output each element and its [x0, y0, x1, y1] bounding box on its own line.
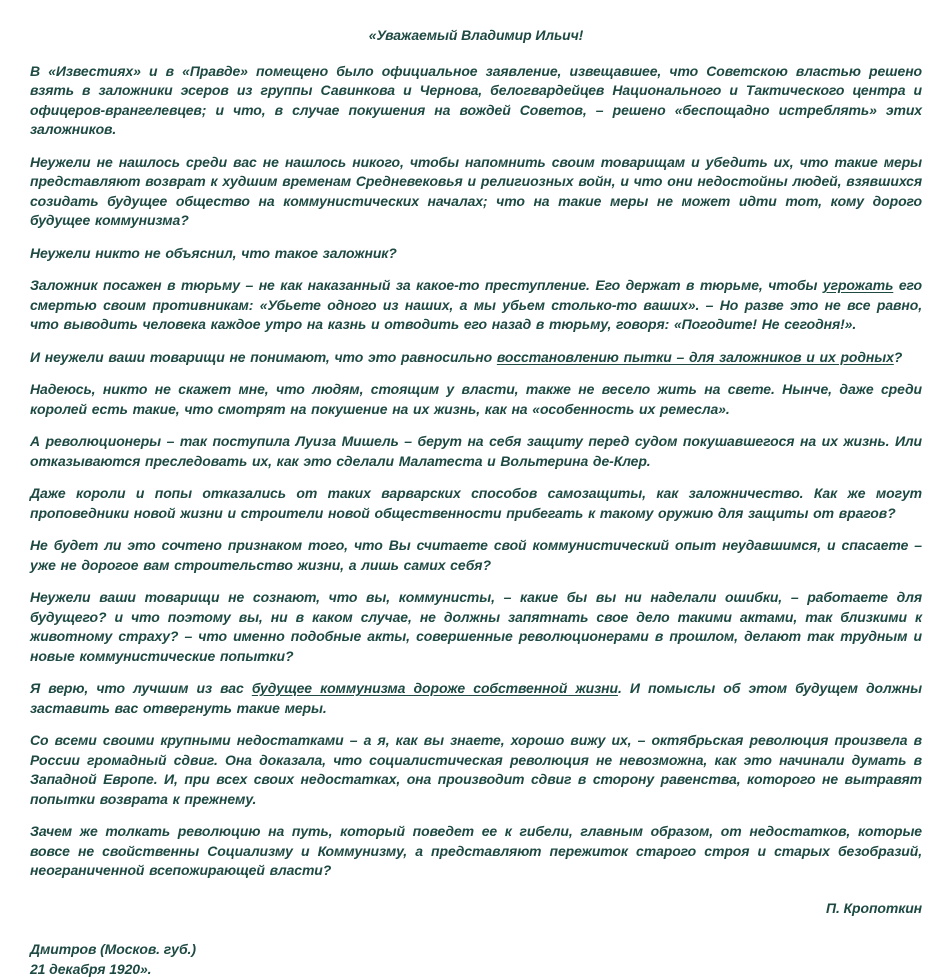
paragraph-text: Со всеми своими крупными недостатками – а я, как вы знаете, хорошо вижу их, – октябрьская революция произвела в России громадный сдвиг. Она доказала, что социалистическая революция не невозможна, как это начинали думать в Западной Европе. И, при всех своих недостатках, она производит сдвиг в сторону равенства, которого не вытравят попытки возврата к прежнему. — [30, 732, 922, 807]
paragraph — [30, 380, 922, 419]
paragraph-text: Я верю, что лучшим из вас — [30, 680, 252, 696]
paragraph — [30, 244, 922, 264]
paragraph-text: его смертью своим противникам: «Убьете одного из наших, а мы убьем столько-то ваших». – Но разве это не все равно, что выводить человека каждое утро на казнь и отводить его назад в тюрьму, говоря: «Погодите! Не сегодня!». — [30, 277, 922, 332]
underlined-text: восстановлению пытки – для заложников и их родных — [497, 349, 894, 365]
paragraph-text: Даже короли и попы отказались от таких варварских способов самозащиты, как заложничество. Как же могут проповедники новой жизни и строители новой общественности прибегать к такому оружию для защиты от врагов? — [30, 485, 922, 521]
paragraph-text: Зачем же толкать революцию на путь, который поведет ее к гибели, главным образом, от недостатков, которые вовсе не свойственны Социализму и Коммунизму, а представляют пережиток старого строя и старых безобразий, неограниченной всепожирающей власти? — [30, 823, 922, 878]
paragraph-text: И неужели ваши товарищи не понимают, что это равносильно — [30, 349, 497, 365]
paragraph-text: Заложник посажен в тюрьму – не как наказанный за какое-то преступление. Его держат в тюрьме, чтобы — [30, 277, 823, 293]
paragraph-text: . И помыслы об этом будущем должны заставить вас отвергнуть такие меры. — [30, 680, 922, 716]
paragraph-text: А революционеры – так поступила Луиза Мишель – берут на себя защиту перед судом покушавшегося на их жизнь. Или отказываются преследовать их, как это сделали Малатеста и Вольтерина де-Клер. — [30, 433, 922, 469]
paragraph — [30, 432, 922, 471]
paragraph-text: Не будет ли это сочтено признаком того, что Вы считаете свой коммунистический опыт неудавшимся, и спасаете – уже не дорогое вам строительство жизни, а лишь самих себя? — [30, 537, 922, 573]
paragraph-text: ? — [894, 349, 902, 365]
letter-body — [30, 62, 922, 881]
paragraph-text: Неужели никто не объяснил, что такое заложник? — [30, 245, 397, 261]
paragraph — [30, 679, 922, 718]
paragraph — [30, 348, 922, 368]
letter-salutation: «Уважаемый Владимир Ильич! — [30, 26, 922, 46]
paragraph-text: Неужели не нашлось среди вас не нашлось никого, чтобы напомнить своим товарищам и убедить их, что такие меры представляют возврат к худшим временам Средневековья и религиозных войн, и что они недостойны людей, взявшихся созидать будущее общество на коммунистических началах; что на такие меры не может идти тот, кому дорого будущее коммунизма? — [30, 154, 922, 229]
colophon — [30, 940, 922, 979]
paragraph — [30, 731, 922, 809]
paragraph-text: Неужели ваши товарищи не сознают, что вы, коммунисты, – какие бы вы ни наделали ошибки, – работаете для будущего? и что поэтому вы, ни в каком случае, не должны запятнать свое дело такими актами, так близкими к животному страху? – что именно подобные акты, совершенные революционерами в прошлом, делают так трудным и новые коммунистические попытки? — [30, 589, 922, 664]
signature: П. Кропоткин — [30, 899, 922, 919]
paragraph — [30, 536, 922, 575]
paragraph-text: В «Известиях» и в «Правде» помещено было официальное заявление, извещавшее, что Советскою властью решено взять в заложники эсеров из группы Савинкова и Чернова, белогвардейцев Национального и Тактического центра и офицеров-врангелевцев; и что, в случае покушения на вождей Советов, – решено «беспощадно истреблять» этих заложников. — [30, 63, 922, 138]
underlined-text: угрожать — [823, 277, 893, 293]
paragraph — [30, 484, 922, 523]
paragraph — [30, 588, 922, 666]
paragraph — [30, 822, 922, 881]
date-line: 21 декабря 1920». — [30, 960, 922, 979]
paragraph — [30, 62, 922, 140]
place-line: Дмитров (Москов. губ.) — [30, 940, 922, 960]
underlined-text: будущее коммунизма дороже собственной жизни — [252, 680, 618, 696]
paragraph — [30, 153, 922, 231]
paragraph — [30, 276, 922, 335]
paragraph-text: Надеюсь, никто не скажет мне, что людям, стоящим у власти, также не весело жить на свете. Нынче, даже среди королей есть такие, что смотрят на покушение на их жизнь, как на «особенность их ремесла». — [30, 381, 922, 417]
